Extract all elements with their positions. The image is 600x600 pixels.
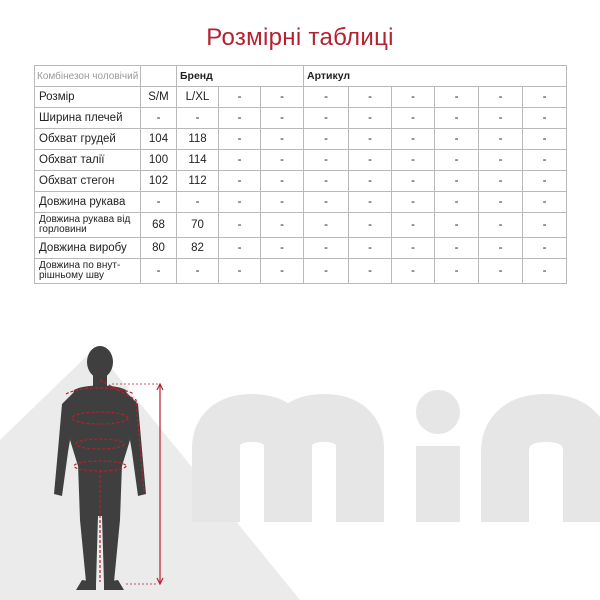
- row-label: Ширина плечей: [35, 108, 141, 129]
- row-label: Довжина рукава: [35, 192, 141, 213]
- table-row: [35, 87, 567, 108]
- table-header-row: [35, 66, 567, 87]
- table-cell: -: [304, 192, 349, 213]
- table-cell: 100: [141, 150, 177, 171]
- table-cell: -: [349, 192, 392, 213]
- table-row: [35, 108, 567, 129]
- table-cell: -: [435, 129, 479, 150]
- table-row: [35, 150, 567, 171]
- table-cell: -: [479, 129, 523, 150]
- table-cell: -: [219, 238, 261, 259]
- logo-letter-i-stem: [416, 446, 460, 522]
- article-label: Артикул: [304, 66, 567, 87]
- logo-letter-i-dot: [416, 390, 460, 434]
- table-cell: -: [435, 259, 479, 284]
- table-cell: -: [435, 192, 479, 213]
- table-cell: -: [435, 213, 479, 238]
- table-cell: -: [435, 108, 479, 129]
- header-spacer: [141, 66, 177, 87]
- table-cell: -: [304, 259, 349, 284]
- table-cell: -: [392, 192, 435, 213]
- table-cell: -: [304, 108, 349, 129]
- table-row: [35, 129, 567, 150]
- table-cell: -: [523, 238, 567, 259]
- table-cell: -: [219, 213, 261, 238]
- table-cell: -: [479, 171, 523, 192]
- table-cell: -: [219, 129, 261, 150]
- table-cell: -: [219, 87, 261, 108]
- table-cell: -: [435, 171, 479, 192]
- table-cell: -: [261, 213, 304, 238]
- table-cell: -: [479, 238, 523, 259]
- table-cell: -: [304, 171, 349, 192]
- table-cell: -: [349, 150, 392, 171]
- table-cell: -: [261, 192, 304, 213]
- row-label: Довжина по внут-рішньому шву: [35, 259, 141, 284]
- table-cell: -: [141, 108, 177, 129]
- table-cell: -: [435, 238, 479, 259]
- brand-logo: [190, 390, 587, 522]
- table-cell: -: [523, 213, 567, 238]
- table-cell: -: [523, 87, 567, 108]
- table-cell: 118: [177, 129, 219, 150]
- table-row: [35, 213, 567, 238]
- table-cell: -: [349, 238, 392, 259]
- table-cell: -: [435, 87, 479, 108]
- table-cell: -: [177, 259, 219, 284]
- table-cell: L/XL: [177, 87, 219, 108]
- table-cell: -: [219, 150, 261, 171]
- table-row: [35, 192, 567, 213]
- table-cell: -: [349, 259, 392, 284]
- table-cell: -: [392, 259, 435, 284]
- row-label: Довжина рукава від горловини: [35, 213, 141, 238]
- table-cell: -: [304, 129, 349, 150]
- table-cell: -: [479, 108, 523, 129]
- table-cell: 112: [177, 171, 219, 192]
- table-cell: -: [261, 171, 304, 192]
- table-cell: -: [261, 87, 304, 108]
- table-cell: -: [479, 192, 523, 213]
- table-cell: -: [523, 192, 567, 213]
- table-cell: -: [349, 129, 392, 150]
- table-cell: -: [523, 171, 567, 192]
- table-cell: -: [523, 259, 567, 284]
- table-cell: -: [219, 192, 261, 213]
- table-cell: -: [392, 129, 435, 150]
- background-triangle: [0, 348, 300, 600]
- table-cell: -: [304, 213, 349, 238]
- table-cell: -: [479, 150, 523, 171]
- table-cell: -: [219, 108, 261, 129]
- table-cell: -: [261, 259, 304, 284]
- table-cell: -: [435, 150, 479, 171]
- table-cell: -: [349, 213, 392, 238]
- table-cell: -: [523, 129, 567, 150]
- table-cell: S/M: [141, 87, 177, 108]
- page-title: Розмірні таблиці: [206, 24, 394, 51]
- table-cell: -: [261, 238, 304, 259]
- table-cell: -: [304, 238, 349, 259]
- table-cell: -: [392, 108, 435, 129]
- table-cell: -: [261, 129, 304, 150]
- table-cell: -: [304, 150, 349, 171]
- row-label: Обхват талії: [35, 150, 141, 171]
- size-guide-illustration: [0, 320, 600, 600]
- table-cell: -: [177, 108, 219, 129]
- table-cell: -: [479, 87, 523, 108]
- table-cell: -: [349, 87, 392, 108]
- table-cell: 104: [141, 129, 177, 150]
- table-cell: -: [261, 108, 304, 129]
- table-cell: 80: [141, 238, 177, 259]
- logo-letter-m: [216, 418, 360, 522]
- table-cell: -: [141, 192, 177, 213]
- table-row: [35, 238, 567, 259]
- table-row: [35, 259, 567, 284]
- table-cell: 68: [141, 213, 177, 238]
- logo-letter-n: [505, 418, 587, 522]
- table-row: [35, 171, 567, 192]
- brand-label: Бренд: [177, 66, 304, 87]
- table-cell: -: [479, 213, 523, 238]
- product-name: Комбінезон чоловічий: [35, 66, 141, 87]
- row-label: Довжина виробу: [35, 238, 141, 259]
- table-cell: -: [349, 171, 392, 192]
- table-cell: -: [349, 108, 392, 129]
- table-cell: -: [392, 171, 435, 192]
- table-cell: -: [261, 150, 304, 171]
- row-label: Розмір: [35, 87, 141, 108]
- table-cell: -: [392, 213, 435, 238]
- table-cell: -: [304, 87, 349, 108]
- table-cell: -: [177, 192, 219, 213]
- size-table: [34, 65, 567, 284]
- table-cell: -: [479, 259, 523, 284]
- table-cell: -: [523, 150, 567, 171]
- row-label: Обхват стегон: [35, 171, 141, 192]
- table-cell: 82: [177, 238, 219, 259]
- table-cell: -: [219, 171, 261, 192]
- table-cell: -: [392, 87, 435, 108]
- table-cell: -: [392, 238, 435, 259]
- table-cell: -: [392, 150, 435, 171]
- table-cell: -: [523, 108, 567, 129]
- table-cell: -: [219, 259, 261, 284]
- table-cell: -: [141, 259, 177, 284]
- table-cell: 114: [177, 150, 219, 171]
- table-cell: 70: [177, 213, 219, 238]
- table-cell: 102: [141, 171, 177, 192]
- row-label: Обхват грудей: [35, 129, 141, 150]
